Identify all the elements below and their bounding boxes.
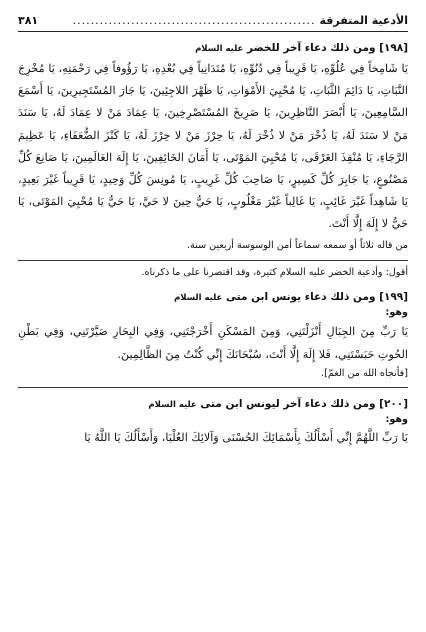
page-number: ٣٨١ [18, 14, 39, 27]
section-number: [١٩٩] [379, 290, 408, 303]
quran-reference: [فأنجاه الله من الغمّ]. [321, 367, 408, 379]
leader-dots: ...................................................... [72, 14, 316, 27]
section-honorific: عليه السلام [174, 292, 223, 303]
section-number: [١٩٨] [379, 42, 408, 54]
section-title: ومن ذلك دعاء آخر للخضر [247, 42, 376, 54]
supplication-text-198: يَا شَامِخاً فِي عُلُوِّهِ، يَا قَرِيباً فِي دُنُوِّهِ، يَا مُتَدَانِياً فِي بُعْدِهِ، يَا رَؤُوفاً فِي رَحْمَتِهِ، يَا مُخْرِجَ النَّبَاتِ، يَا دَائِمَ الثَّبَاتِ، يَا مُحْيِيَ الأَمْوَاتِ، يَا ظَهْرَ اللاجِئِينَ، يَا جَارَ المُسْتَجِيرِينَ، يَا أَسْمَعَ السَّامِعِينَ، يَا أَبْصَرَ النَّاظِرِينَ، يَا صَرِيخَ المُسْتَصْرِخِينَ، يَا عِمَادَ مَنْ لا عِمَادَ لَهُ، يَا سَنَدَ مَنْ لا سَنَدَ لَهُ، يَا ذُخْرَ مَنْ لا ذُخْرَ لَهُ، يَا حِرْزَ مَنْ لا حِرْزَ لَهُ، يَا كَنْزَ الضُّعَفَاءِ، يَا عَظِيمَ الرَّجَاءِ، يَا مُنْقِذَ الغَرْقَى، يَا مُحْيِيَ المَوْتَى، يَا أَمَانَ الخَائِفِينَ، يَا إِلَهَ العَالَمِينَ، يَا صَانِعَ كُلِّ مَصْنُوعٍ، يَا جَابِرَ كُلِّ كَسِيرٍ، يَا صَاحِبَ كُلِّ غَرِيبٍ، يَا مُونِسَ كُلِّ وَحِيدٍ، يَا قَرِيباً غَيْرَ بَعِيدٍ، يَا شَاهِداً غَيْرَ غَائِبٍ، يَا غَالِباً غَيْرَ مَغْلُوبٍ، يَا حَيُّ حِينَ لا حَيَّ، يَا حَيُّ يَا مُحْيِيَ المَوْتَى، يَا حَيُّ لا إِلَهَ إِلَّا أَنْتَ. [18, 62, 408, 231]
section-number: [٢٠٠] [379, 397, 408, 410]
section-heading-198 [18, 42, 408, 54]
book-page [18, 14, 408, 449]
note-recitation: من قاله ثلاثاً أو سمعه سماعاً أمن الوسوسة أربعين سنة. [186, 239, 408, 251]
chapter-title: الأدعية المتفرقة [319, 14, 408, 27]
author-comment: أقول: وأدعية الخضر عليه السلام كثيرة، وقد اقتصرنا على ما ذكرناه. [18, 260, 408, 281]
intro-label: وهو: [385, 306, 408, 318]
intro-label: وهو: [385, 413, 408, 425]
supplication-text-200: يَا رَبِّ اللَّهُمَّ إِنِّي أَسْأَلُكَ بِأَسْمَائِكَ الحُسْنَى وَآلائِكَ العُلْيَا، وَأَسْأَلُكَ يَا اللَّهُ يَا [84, 430, 408, 444]
running-header [18, 14, 408, 32]
divider [18, 387, 408, 388]
section-title: ومن ذلك دعاء آخر ليونس ابن متى [200, 397, 376, 410]
section-heading-200 [18, 398, 408, 410]
section-heading-199 [18, 291, 408, 303]
section-honorific: عليه السلام [148, 399, 197, 410]
section-title: ومن ذلك دعاء يونس ابن متى [226, 290, 376, 303]
supplication-text-199: يَا رَبِّ مِنَ الجِبَالِ أَنْزَلْتَنِي، وَمِنَ المَسْكَنِ أَخْرَجْتَنِي، وَفِي البِحَارِ صَيَّرْتَنِي، وَفِي بَطْنِ الحُوتِ حَبَسْتَنِي، فَلا إِلَهَ إِلَّا أَنْتَ، سُبْحَانَكَ إِنِّي كُنْتُ مِنَ الظَّالِمِينَ. [18, 324, 408, 361]
section-honorific: عليه السلام [195, 44, 244, 54]
